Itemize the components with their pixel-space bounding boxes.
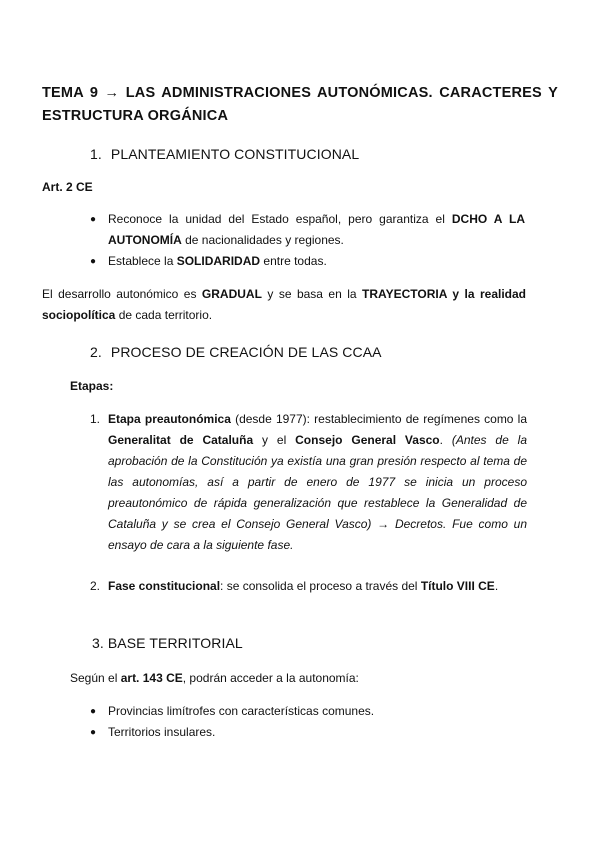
item-etapa-preautonomica: [108, 409, 527, 556]
text: (desde 1977): restablecimiento de regímenes como la: [230, 412, 528, 426]
bullet-autonomia: [108, 209, 525, 251]
item-fase-constitucional: [108, 576, 527, 597]
emphasis: Consejo General Vasco: [295, 433, 440, 447]
item-1-number: 1.: [90, 412, 101, 426]
bullet-provincias: Provincias limítrofes con características comunes.: [108, 704, 375, 718]
text: y se basa en la: [261, 287, 363, 301]
text: Establece la: [108, 254, 177, 268]
emphasis: Generalitat de Cataluña: [108, 433, 254, 447]
section-2-heading: [90, 343, 382, 361]
text: .: [494, 579, 499, 593]
text: , podrán acceder a la autonomía:: [182, 671, 359, 685]
paragraph-art-143: [70, 668, 359, 689]
text: : se consolida el proceso a través del: [220, 579, 421, 593]
bullet-solidaridad: [108, 251, 525, 272]
text: de cada territorio.: [115, 308, 213, 322]
document-title: TEMA 9 → LAS ADMINISTRACIONES AUTONÓMICAS. CARACTERES Y ESTRUCTURA ORGÁNICA: [42, 85, 558, 124]
text: entre todas.: [260, 254, 327, 268]
emphasis: Fase constitucional: [108, 579, 221, 593]
text: El desarrollo autonómico es: [42, 287, 202, 301]
text: Reconoce la unidad del Estado español, pero garantiza el: [108, 212, 452, 226]
section-2-number: 2.: [90, 344, 102, 360]
text: y el: [253, 433, 296, 447]
text: de nacionalidades y regiones.: [181, 233, 344, 247]
section-1-heading: [90, 145, 359, 163]
section-3-heading: 3. BASE TERRITORIAL: [92, 635, 243, 651]
etapas-label: Etapas:: [70, 379, 114, 393]
text: Según el: [70, 671, 121, 685]
item-2-number: 2.: [90, 579, 101, 593]
section-2-title: PROCESO DE CREACIÓN DE LAS CCAA: [110, 344, 382, 360]
italic-note: (Antes de la aprobación de la Constitución ya existía una gran presión respecto al tema de las autonomías, así a partir de enero de 1977 se inicia un proceso preautonómico de rápida generalización que restablece la Generalidad de Cataluña y se crea el Consejo General Vasco) → Decretos. Fue como un ensayo de cara a la siguiente fase.: [108, 433, 527, 552]
bullet-icon: ●: [90, 727, 97, 738]
emphasis: DCHO A LA AUTONOMÍA: [108, 212, 525, 247]
emphasis: GRADUAL: [201, 287, 262, 301]
paragraph-desarrollo: [42, 284, 526, 326]
emphasis: Título VIII CE: [420, 579, 495, 593]
emphasis: SOLIDARIDAD: [176, 254, 261, 268]
article-reference: Art. 2 CE: [42, 180, 93, 194]
emphasis: TRAYECTORIA y la realidad sociopolítica: [42, 287, 527, 322]
text: .: [439, 433, 452, 447]
section-1-number: 1.: [90, 146, 102, 162]
bullet-icon: ●: [90, 256, 97, 267]
bullet-territorios: Territorios insulares.: [108, 725, 216, 739]
bullet-icon: ●: [90, 214, 97, 225]
emphasis: art. 143 CE: [120, 671, 183, 685]
section-1-title: PLANTEAMIENTO CONSTITUCIONAL: [110, 146, 360, 162]
bullet-icon: ●: [90, 706, 97, 717]
emphasis: Etapa preautonómica: [108, 412, 231, 426]
